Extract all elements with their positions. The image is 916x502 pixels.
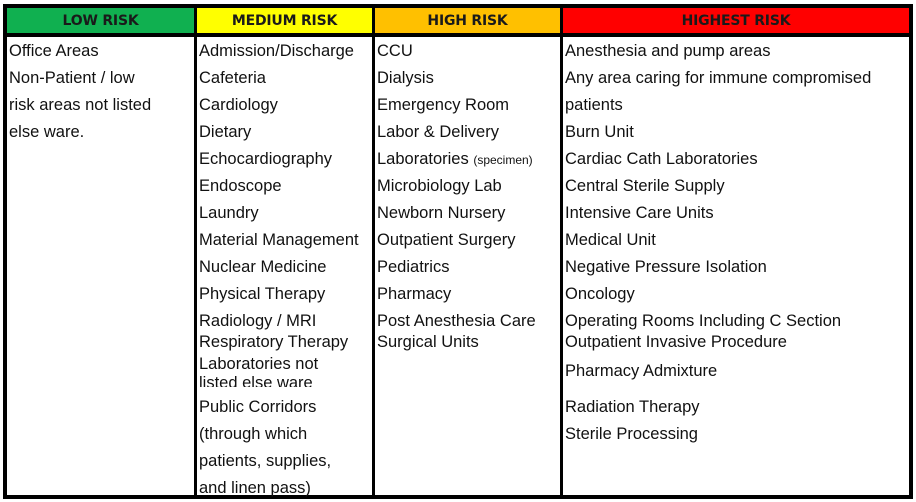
header-label: HIGHEST RISK — [681, 12, 791, 29]
list-item: risk areas not listed — [9, 96, 152, 114]
list-item: Dietary — [199, 123, 252, 141]
list-item: Medical Unit — [565, 231, 656, 249]
item-note: (specimen) — [473, 153, 533, 167]
list-item: Negative Pressure Isolation — [565, 258, 767, 276]
list-item: Intensive Care Units — [565, 204, 714, 222]
list-item: Cafeteria — [199, 69, 266, 87]
list-item: Burn Unit — [565, 123, 634, 141]
list-item: patients, supplies, — [199, 452, 332, 470]
list-item: Microbiology Lab — [377, 177, 502, 195]
list-item: (through which — [199, 425, 308, 443]
medium-risk-column — [199, 37, 371, 495]
list-item: Radiation Therapy — [565, 398, 700, 416]
list-item: and linen pass) — [199, 479, 311, 497]
list-item: Surgical Units — [377, 333, 479, 351]
header-high-risk — [375, 8, 560, 33]
column-divider — [560, 8, 563, 495]
header-label: HIGH RISK — [427, 12, 508, 29]
list-item: else ware. — [9, 123, 85, 141]
list-item: Emergency Room — [377, 96, 510, 114]
list-item: listed else ware — [199, 374, 313, 387]
list-item: Endoscope — [199, 177, 282, 195]
list-item — [377, 149, 533, 170]
header-label: MEDIUM RISK — [231, 12, 338, 29]
list-item: Respiratory Therapy — [199, 333, 349, 351]
list-item: Laundry — [199, 204, 259, 222]
header-highest-risk — [563, 8, 909, 33]
header-label: LOW RISK — [62, 12, 139, 29]
header-medium-risk — [197, 8, 372, 33]
list-item: Cardiology — [199, 96, 278, 114]
list-item: Non-Patient / low — [9, 69, 135, 87]
list-item: Outpatient Invasive Procedure — [565, 333, 787, 351]
list-item: Radiology / MRI — [199, 312, 317, 330]
header-low-risk — [7, 8, 194, 33]
list-item: Dialysis — [377, 69, 434, 87]
list-item: Labor & Delivery — [377, 123, 499, 141]
list-item: Laboratories not — [199, 355, 319, 373]
list-item: Central Sterile Supply — [565, 177, 725, 195]
list-item: patients — [565, 96, 623, 114]
column-divider — [372, 8, 375, 495]
risk-table — [3, 4, 913, 499]
list-item: CCU — [377, 42, 413, 60]
list-item: Public Corridors — [199, 398, 317, 416]
list-item: Nuclear Medicine — [199, 258, 327, 276]
list-item: Sterile Processing — [565, 425, 698, 443]
column-divider — [194, 8, 197, 495]
list-item: Admission/Discharge — [199, 42, 354, 60]
low-risk-column — [9, 37, 193, 495]
list-item: Oncology — [565, 285, 635, 303]
item-label: Laboratories — [377, 150, 469, 168]
list-item: Material Management — [199, 231, 359, 249]
list-item: Pharmacy — [377, 285, 452, 303]
list-item: Outpatient Surgery — [377, 231, 516, 249]
high-risk-column — [377, 37, 559, 495]
list-item: Operating Rooms Including C Section — [565, 312, 842, 330]
list-item: Physical Therapy — [199, 285, 326, 303]
header-row — [7, 8, 909, 37]
list-item: Any area caring for immune compromised — [565, 69, 872, 87]
list-item: Echocardiography — [199, 150, 332, 168]
list-item: Pharmacy Admixture — [565, 362, 718, 380]
list-item: Office Areas — [9, 42, 99, 60]
list-item: Post Anesthesia Care — [377, 312, 536, 330]
list-item: Cardiac Cath Laboratories — [565, 150, 758, 168]
list-item: Newborn Nursery — [377, 204, 506, 222]
list-item: Anesthesia and pump areas — [565, 42, 771, 60]
highest-risk-column — [565, 37, 907, 495]
list-item: Pediatrics — [377, 258, 450, 276]
